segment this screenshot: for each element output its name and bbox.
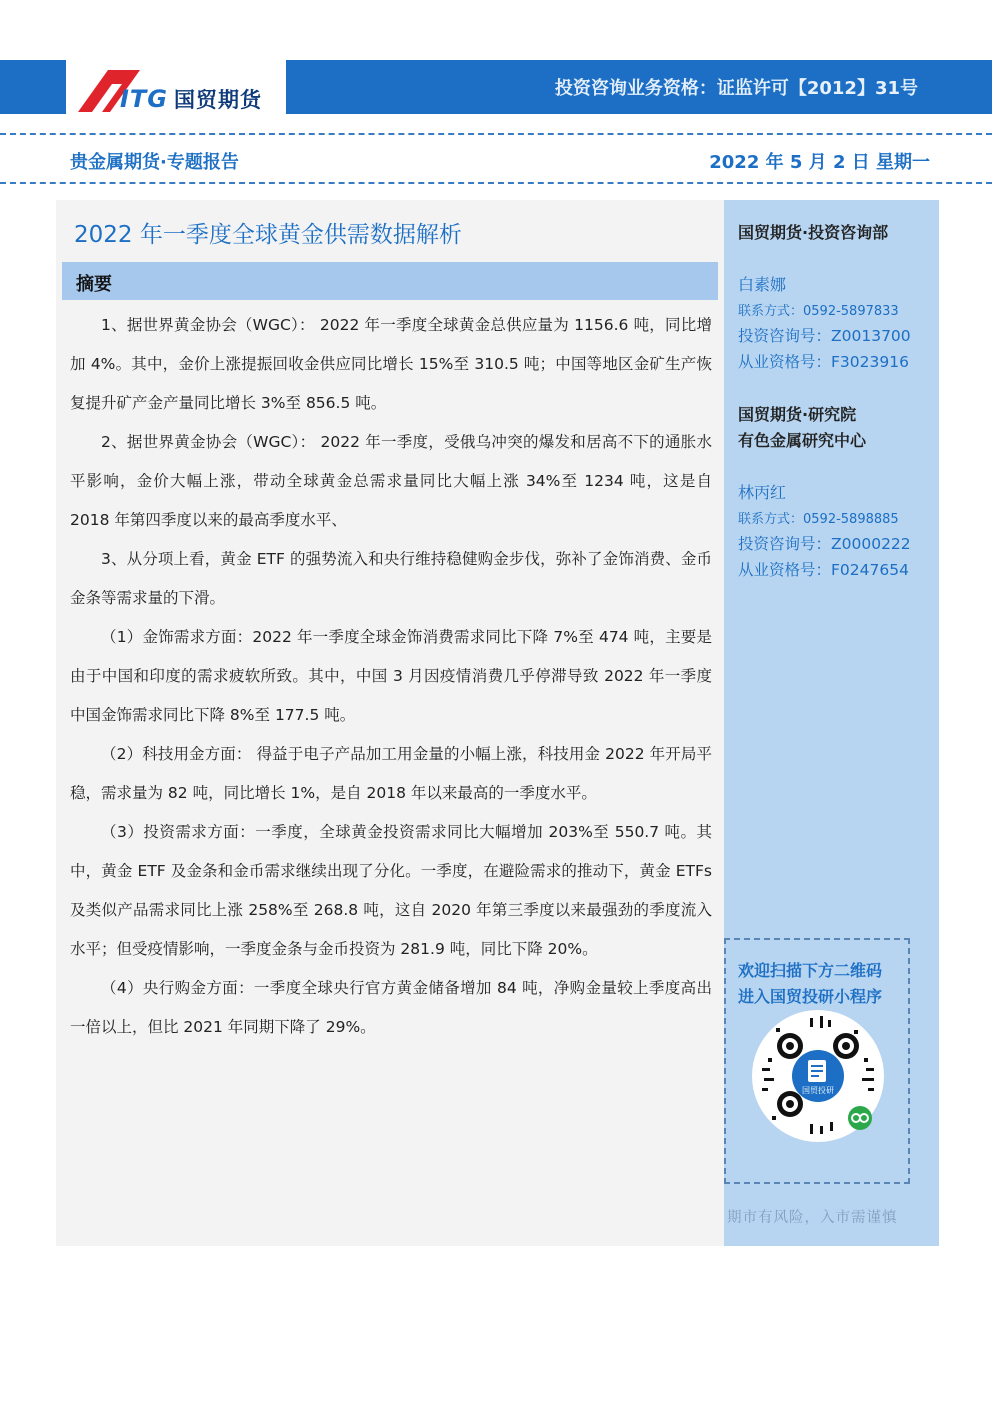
paragraph-breakdown: 3、从分项上看，黄金 ETF 的强势流入和央行维持稳健购金步伐，弥补了金饰消费、金币金条等需求量的下滑。 [70,550,712,607]
dept-research-center: 有色金属研究中心 [738,431,867,450]
analyst2-qualification: 从业资格号：F0247654 [738,561,909,579]
report-title: 2022 年一季度全球黄金供需数据解析 [74,222,462,248]
paragraph-central-bank: （4）央行购金方面：一季度全球央行官方黄金储备增加 84 吨，净购金量较上季度高出一倍以上，但比 2021 年同期下降了 29%。 [70,979,712,1036]
logo-company: 国贸期货 [174,88,262,112]
qr-caption-line2: 进入国贸投研小程序 [738,987,883,1006]
paragraph-technology: （2）科技用金方面： 得益于电子产品加工用金量的小幅上涨，科技用金 2022 年开局平稳，需求量为 82 吨，同比增长 1%，是自 2018 年以来最高的一季度水平。 [70,745,712,802]
abstract-heading-bar [62,262,718,300]
abstract-label: 摘要 [76,274,112,295]
analyst2-advisory: 投资咨询号：Z0000222 [738,535,911,553]
dept-advisory: 国贸期货·投资咨询部 [738,223,889,242]
paragraph-supply: 1、据世界黄金协会（WGC）： 2022 年一季度全球黄金总供应量为 1156.6 吨，同比增加 4%。其中，金价上涨提振回收金供应同比增长 15%至 310.5 吨；中国等地区金矿生产恢复提升矿产金产量同比增长 3%至 856.5 吨。 [70,316,712,412]
paragraph-demand: 2、据世界黄金协会（WGC）： 2022 年一季度，受俄乌冲突的爆发和居高不下的通胀水平影响，金价大幅上涨，带动全球黄金总需求量同比大幅上涨 34%至 1234 吨，这是自 2018 年第四季度以来的最高季度水平、 [70,433,712,529]
abstract-body [70,306,712,1047]
qr-code-icon[interactable] [750,1008,886,1144]
report-date: 2022 年 5 月 2 日 星期一 [709,152,930,173]
report-category: 贵金属期货·专题报告 [70,152,239,173]
analyst1-contact: 联系方式：0592-5897833 [738,304,899,319]
analyst2-contact: 联系方式：0592-5898885 [738,512,899,527]
analyst1-qualification: 从业资格号：F3023916 [738,353,909,371]
qr-code-box [724,938,910,1184]
dept-research: 国贸期货·研究院 [738,405,857,424]
qr-caption-line1: 欢迎扫描下方二维码 [738,961,883,980]
analyst2-name: 林丙红 [738,483,787,502]
paragraph-investment: （3）投资需求方面：一季度，全球黄金投资需求同比大幅增加 203%至 550.7 吨。其中，黄金 ETF 及金条和金币需求继续出现了分化。一季度，在避险需求的推动下，黄金 ETFs 及类似产品需求同比上涨 258%至 268.8 吨，这自 2020 年第三季度以来最强劲的季度流入水平；但受疫情影响，一季度金条与金币投资为 281.9 吨，同比下降 20%。 [70,823,712,958]
license-text: 投资咨询业务资格：证监许可【2012】31号 [554,78,918,99]
paragraph-jewelry: （1）金饰需求方面：2022 年一季度全球金饰消费需求同比下降 7%至 474 吨，主要是由于中国和印度的需求疲软所致。其中，中国 3 月因疫情消费几乎停滞导致 2022 年一季度中国金饰需求同比下降 8%至 177.5 吨。 [70,628,712,724]
qr-center-label: 国贸投研 [802,1086,834,1095]
analyst1-name: 白素娜 [738,275,787,294]
logo-text [120,84,262,114]
divider-bottom [0,182,992,184]
risk-warning: 期市有风险，入市需谨慎 [727,1210,898,1226]
analyst1-advisory: 投资咨询号：Z0013700 [738,327,911,345]
divider-top [0,133,992,135]
logo-itg: ITG [120,85,168,113]
